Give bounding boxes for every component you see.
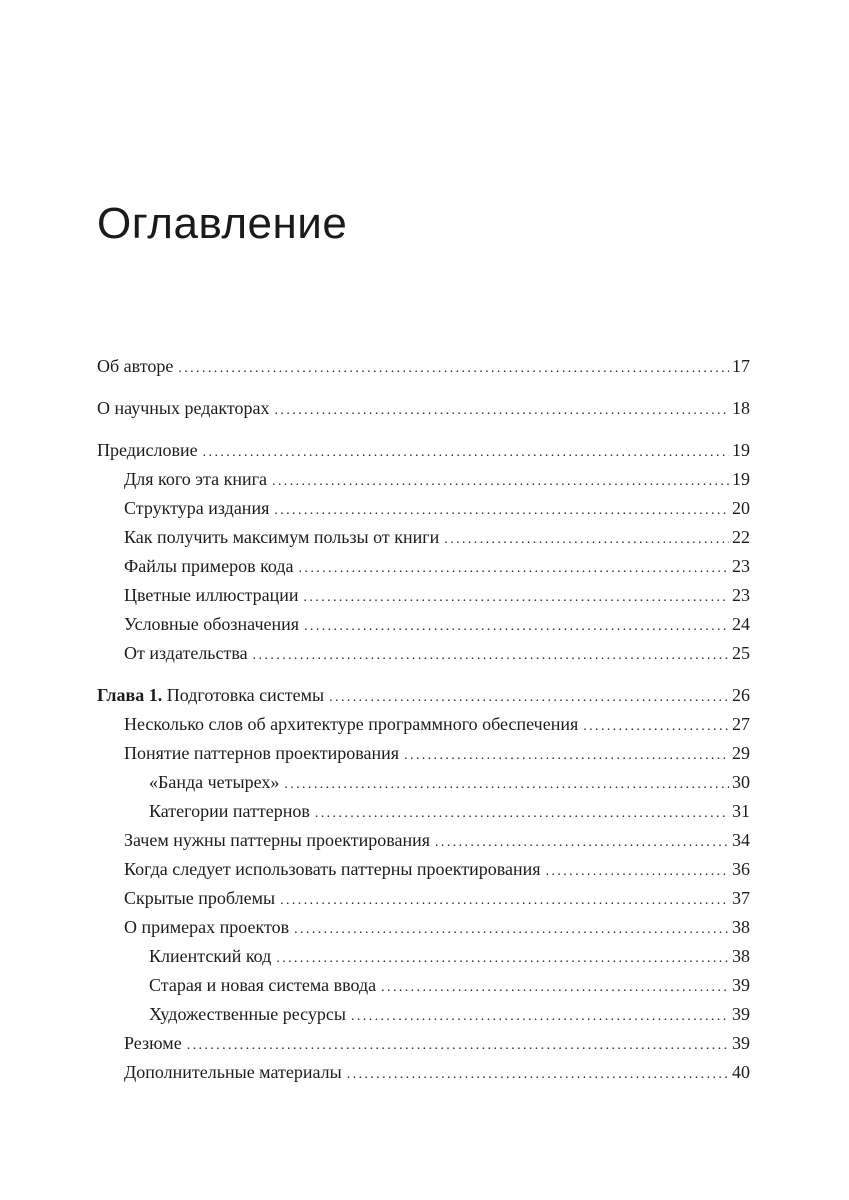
- toc-entry-label: Структура издания: [124, 498, 270, 518]
- dot-leader: [444, 524, 729, 553]
- toc-entry-text: [124, 914, 289, 941]
- toc-entry-text: [124, 1059, 342, 1086]
- toc-entry-text: [124, 711, 578, 738]
- toc-entry-prefix: Глава 1.: [97, 685, 167, 705]
- dot-leader: [203, 437, 729, 466]
- toc-entry: [97, 395, 750, 424]
- toc-entry-text: [124, 740, 399, 767]
- toc-entry: [97, 495, 750, 524]
- toc-entry-label: Понятие паттернов проектирования: [124, 743, 400, 763]
- toc-entry: [97, 353, 750, 382]
- toc-entry-text: [124, 466, 267, 493]
- toc-entry-text: [149, 1001, 346, 1028]
- dot-leader: [280, 885, 729, 914]
- toc-entry-label: Когда следует использовать паттерны проектирования: [124, 859, 541, 879]
- toc-entry-page: 37: [732, 888, 750, 908]
- dot-leader: [178, 353, 729, 382]
- dot-leader: [304, 611, 729, 640]
- toc-entry-text: [149, 798, 310, 825]
- toc-entry-text: [97, 353, 173, 380]
- toc-entry-page: 19: [732, 440, 750, 460]
- toc-entry-page: 26: [732, 685, 750, 705]
- toc-entry: [97, 856, 750, 885]
- toc-entry-label: Клиентский код: [149, 946, 272, 966]
- toc-entry-label: Старая и новая система ввода: [149, 975, 377, 995]
- toc-entry-text: [124, 495, 269, 522]
- toc-entry: [97, 524, 750, 553]
- toc-entry: [97, 640, 750, 669]
- toc-entry-label: Категории паттернов: [149, 801, 310, 821]
- toc-entry-text: [124, 524, 439, 551]
- toc-entry-page: 23: [732, 585, 750, 605]
- toc-entry: [97, 711, 750, 740]
- toc-entry-text: [124, 856, 541, 883]
- dot-leader: [583, 711, 729, 740]
- toc-entry-label: Несколько слов об архитектуре программного обеспечения: [124, 714, 579, 734]
- dot-leader: [404, 740, 729, 769]
- toc-entry-label: Цветные иллюстрации: [124, 585, 299, 605]
- toc-entry: [97, 1001, 750, 1030]
- toc-entry-label: Резюме: [124, 1033, 182, 1053]
- dot-leader: [299, 553, 729, 582]
- dot-leader: [351, 1001, 729, 1030]
- dot-leader: [276, 943, 729, 972]
- toc-entry: [97, 885, 750, 914]
- toc-entry: [97, 466, 750, 495]
- toc-entry-page: 17: [732, 356, 750, 376]
- toc-entry-label: Зачем нужны паттерны проектирования: [124, 830, 431, 850]
- dot-leader: [381, 972, 729, 1001]
- toc-entry-text: [149, 769, 279, 796]
- toc-entry-label: О научных редакторах: [97, 398, 270, 418]
- dot-leader: [272, 466, 729, 495]
- toc-entry-label: От издательства: [124, 643, 248, 663]
- toc-entry: [97, 582, 750, 611]
- toc-entry: [97, 611, 750, 640]
- dot-leader: [274, 495, 729, 524]
- toc-entry-page: 27: [732, 714, 750, 734]
- toc-entry-text: [149, 972, 376, 999]
- toc-entry-text: [124, 611, 299, 638]
- dot-leader: [329, 682, 729, 711]
- toc-entry-text: [97, 437, 198, 464]
- toc-entry-label: Об авторе: [97, 356, 174, 376]
- toc-entry-label: Скрытые проблемы: [124, 888, 276, 908]
- toc-entry-text: [97, 682, 324, 709]
- toc-entry-text: [124, 582, 298, 609]
- dot-leader: [303, 582, 729, 611]
- toc-entry-page: 39: [732, 975, 750, 995]
- toc-entry-page: 40: [732, 1062, 750, 1082]
- toc-entry: [97, 682, 750, 711]
- toc-entry-page: 34: [732, 830, 750, 850]
- dot-leader: [546, 856, 729, 885]
- toc-entry: [97, 827, 750, 856]
- dot-leader: [275, 395, 729, 424]
- toc-entry-page: 18: [732, 398, 750, 418]
- toc-entry: [97, 914, 750, 943]
- toc-entry-page: 39: [732, 1033, 750, 1053]
- toc-entry-text: [124, 553, 294, 580]
- toc-entry: [97, 740, 750, 769]
- dot-leader: [284, 769, 729, 798]
- toc-entry-page: 25: [732, 643, 750, 663]
- toc-entry-text: [149, 943, 271, 970]
- toc-entry-label: Файлы примеров кода: [124, 556, 294, 576]
- dot-leader: [315, 798, 729, 827]
- toc-entry: [97, 798, 750, 827]
- toc-entry-label: Условные обозначения: [124, 614, 300, 634]
- dot-leader: [187, 1030, 729, 1059]
- toc-entry-label: Подготовка системы: [166, 685, 325, 705]
- toc-entry-text: [124, 885, 275, 912]
- toc-entry: [97, 553, 750, 582]
- toc-entry: [97, 972, 750, 1001]
- toc-entry-page: 19: [732, 469, 750, 489]
- dot-leader: [347, 1059, 729, 1088]
- toc-entry-page: 38: [732, 946, 750, 966]
- toc-entry-label: Предисловие: [97, 440, 198, 460]
- toc-entry-label: «Банда четырех»: [149, 772, 280, 792]
- toc-entry-text: [124, 827, 430, 854]
- toc-entry-label: О примерах проектов: [124, 917, 290, 937]
- toc-entry-page: 38: [732, 917, 750, 937]
- toc-entry: [97, 769, 750, 798]
- toc-entry-text: [124, 1030, 182, 1057]
- dot-leader: [253, 640, 729, 669]
- dot-leader: [435, 827, 729, 856]
- toc-entry: [97, 1030, 750, 1059]
- toc-entry: [97, 943, 750, 972]
- toc-entry-label: Для кого эта книга: [124, 469, 267, 489]
- toc-entry: [97, 1059, 750, 1088]
- toc-entry-page: 30: [732, 772, 750, 792]
- dot-leader: [294, 914, 729, 943]
- toc-entry-page: 31: [732, 801, 750, 821]
- toc-entry-label: Как получить максимум пользы от книги: [124, 527, 440, 547]
- toc-entry-page: 20: [732, 498, 750, 518]
- toc-entry-page: 24: [732, 614, 750, 634]
- toc-entry-page: 23: [732, 556, 750, 576]
- toc-entry-text: [124, 640, 248, 667]
- page-title: Оглавление: [97, 199, 348, 248]
- toc-entry-page: 29: [732, 743, 750, 763]
- toc-entry-page: 39: [732, 1004, 750, 1024]
- toc-entry-page: 22: [732, 527, 750, 547]
- toc-entry-text: [97, 395, 270, 422]
- toc-entry-page: 36: [732, 859, 750, 879]
- toc-list: [97, 353, 750, 1088]
- toc-entry-label: Дополнительные материалы: [124, 1062, 342, 1082]
- toc-entry: [97, 437, 750, 466]
- toc-entry-label: Художественные ресурсы: [149, 1004, 346, 1024]
